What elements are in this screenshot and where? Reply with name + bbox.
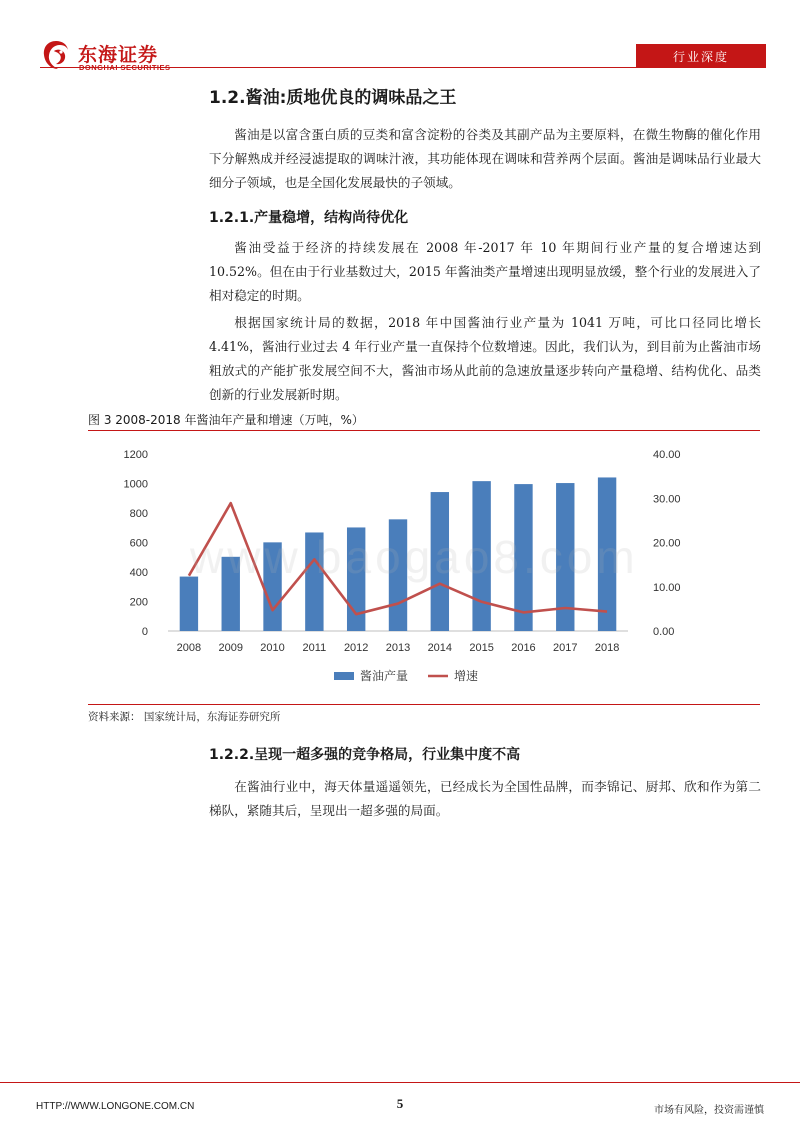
header-divider — [40, 67, 766, 68]
x-tick-label: 2014 — [427, 642, 453, 654]
y-left-tick-label: 600 — [129, 537, 148, 550]
x-tick-label: 2016 — [511, 642, 536, 654]
y-right-tick-label: 10.00 — [653, 581, 681, 594]
x-tick-label: 2010 — [260, 642, 285, 654]
x-tick-label: 2012 — [343, 642, 369, 654]
x-tick-label: 2013 — [385, 642, 411, 654]
x-tick-label: 2009 — [218, 642, 243, 654]
figure-top-rule — [88, 430, 760, 431]
watermark: www.baogao8.com — [190, 531, 639, 583]
subsection-1-title: 1.2.1.产量稳增，结构尚待优化 — [209, 210, 409, 226]
x-tick-label: 2015 — [469, 642, 494, 654]
y-left-tick-label: 200 — [129, 596, 148, 609]
legend-bar-label: 酱油产量 — [360, 669, 409, 683]
figure-source: 资料来源： 国家统计局，东海证券研究所 — [88, 711, 281, 723]
subsection-1-paragraph-2: 根据国家统计局的数据，2018 年中国酱油行业产量为 1041 万吨，可比口径同比增长 4.41%，酱油行业过去 4 年行业产量一直保持个位数增速。因此，我们认为，到目前为止酱油市场粗放式的产能扩张发展空间不大，酱油市场从此前的急速放量逐步转向产量稳增、结构优化、品类创新的行业发展新时期。 — [209, 315, 761, 402]
report-type-badge: 行业深度 — [636, 44, 766, 68]
x-tick-label: 2017 — [553, 642, 578, 654]
y-left-tick-label: 1200 — [123, 449, 148, 461]
subsection-1-paragraph-1: 酱油受益于经济的持续发展在 2008 年-2017 年 10 年期间行业产量的复合增速达到 10.52%。但在由于行业基数过大，2015 年酱油类产量增速出现明显放缓，整个行业的发展进入了相对稳定的时期。 — [209, 240, 761, 303]
y-left-tick-label: 0 — [141, 626, 148, 638]
legend-bar-swatch — [334, 672, 354, 680]
y-left-tick-label: 1000 — [123, 478, 148, 491]
brand-name-cn: 东海证券 — [78, 44, 159, 66]
page-number: 5 — [396, 1096, 404, 1111]
x-tick-label: 2011 — [302, 642, 327, 654]
legend-line-label: 增速 — [454, 669, 479, 683]
y-left-tick-label: 800 — [129, 508, 148, 520]
y-right-tick-label: 30.00 — [653, 493, 681, 506]
subsection-2-paragraph-1: 在酱油行业中，海天体量遥遥领先，已经成长为全国性品牌，而李锦记、厨邦、欣和作为第二梯队，紧随其后，呈现出一超多强的局面。 — [209, 779, 761, 818]
section-title: 1.2.酱油:质地优良的调味品之王 — [209, 88, 457, 108]
figure-caption: 图 3 2008-2018 年酱油年产量和增速（万吨，%） — [88, 413, 364, 427]
x-tick-label: 2018 — [594, 642, 620, 654]
y-right-tick-label: 0.00 — [653, 626, 675, 638]
x-tick-label: 2008 — [176, 642, 202, 654]
brand-logo — [40, 36, 190, 78]
footer-disclaimer: 市场有风险，投资需谨慎 — [654, 1105, 764, 1116]
y-left-tick-label: 400 — [129, 567, 148, 579]
figure-bottom-rule — [88, 704, 760, 705]
y-right-tick-label: 20.00 — [653, 537, 681, 550]
footer-website-link[interactable]: HTTP://WWW.LONGONE.COM.CN — [36, 1101, 195, 1112]
bar-2008 — [180, 577, 198, 631]
footer-divider — [0, 1082, 800, 1083]
subsection-2-title: 1.2.2.呈现一超多强的竞争格局，行业集中度不高 — [209, 747, 521, 763]
section-intro-paragraph: 酱油是以富含蛋白质的豆类和富含淀粉的谷类及其副产品为主要原料，在微生物酶的催化作用下分解熟成并经浸滤提取的调味汁液，其功能体现在调味和营养两个层面。酱油是调味品行业最大细分子领域，也是全国化发展最快的子领域。 — [209, 127, 761, 190]
y-right-tick-label: 40.00 — [653, 449, 681, 461]
